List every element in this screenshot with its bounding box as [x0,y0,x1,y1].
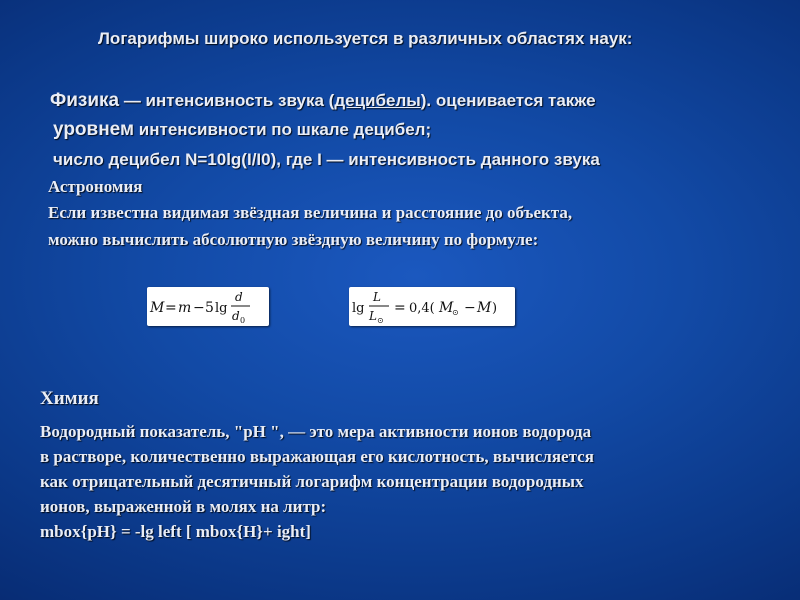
decibels-link[interactable]: децибелы [334,91,421,110]
svg-text:=: = [394,300,406,316]
svg-text:⊙: ⊙ [377,316,384,325]
chemistry-line-3: как отрицательный десятичный логарифм концентрации водородных [40,472,584,491]
chemistry-label: Химия [40,388,99,409]
svg-text:): ) [492,301,498,316]
svg-text:=: = [165,300,177,316]
svg-text:d: d [232,309,240,323]
svg-text:M: M [477,300,492,316]
astronomy-label: Астрономия [48,177,143,196]
chemistry-line-2: в растворе, количественно выражающая его кислотность, вычисляется [40,447,594,466]
formula-absolute-magnitude-image [147,287,269,326]
physics-line-1-part-b: ). оценивается также [420,91,596,110]
physics-label: Физика [50,90,120,111]
svg-text:lg: lg [352,301,365,316]
svg-text:5: 5 [205,300,214,316]
chemistry-line-4: ионов, выраженной в молях на литр: [40,497,327,516]
svg-text:M: M [150,300,165,316]
svg-text:L: L [369,309,377,323]
svg-text:m: m [178,300,192,316]
formula-luminosity [349,287,515,326]
physics-line-2-rest: интенсивности по шкале децибел; [134,120,432,139]
svg-text:−: − [464,300,476,316]
formula-absolute-magnitude [147,287,269,326]
svg-text:d: d [235,290,243,304]
physics-line-2 [53,119,431,141]
chemistry-line-1: Водородный показатель, "pH ", — это мера активности ионов водорода [40,422,592,441]
svg-text:M: M [439,300,454,316]
physics-line-1-part-a: — интенсивность звука ( [119,91,335,110]
physics-line-2-bold: уровнем [53,119,135,140]
svg-text:0,4(: 0,4( [409,301,435,316]
physics-line-1 [50,90,596,112]
svg-text:⊙: ⊙ [452,308,459,317]
astronomy-line-2: можно вычислить абсолютную звёздную величину по формуле: [48,230,539,249]
svg-text:lg: lg [215,301,228,316]
physics-line-3: число децибел N=10lg(I/I0), где I — интенсивность данного звука [53,150,600,169]
chemistry-formula-line: mbox{pH} = -lg left [ mbox{H}+ ight] [40,522,311,541]
svg-text:−: − [193,300,205,316]
formula-luminosity-image [349,287,515,326]
svg-text:L: L [373,290,381,304]
svg-text:0: 0 [240,316,246,325]
astronomy-line-1: Если известна видимая звёздная величина и расстояние до объекта, [48,203,573,222]
slide-heading: Логарифмы широко используется в различных областях наук: [98,29,633,48]
